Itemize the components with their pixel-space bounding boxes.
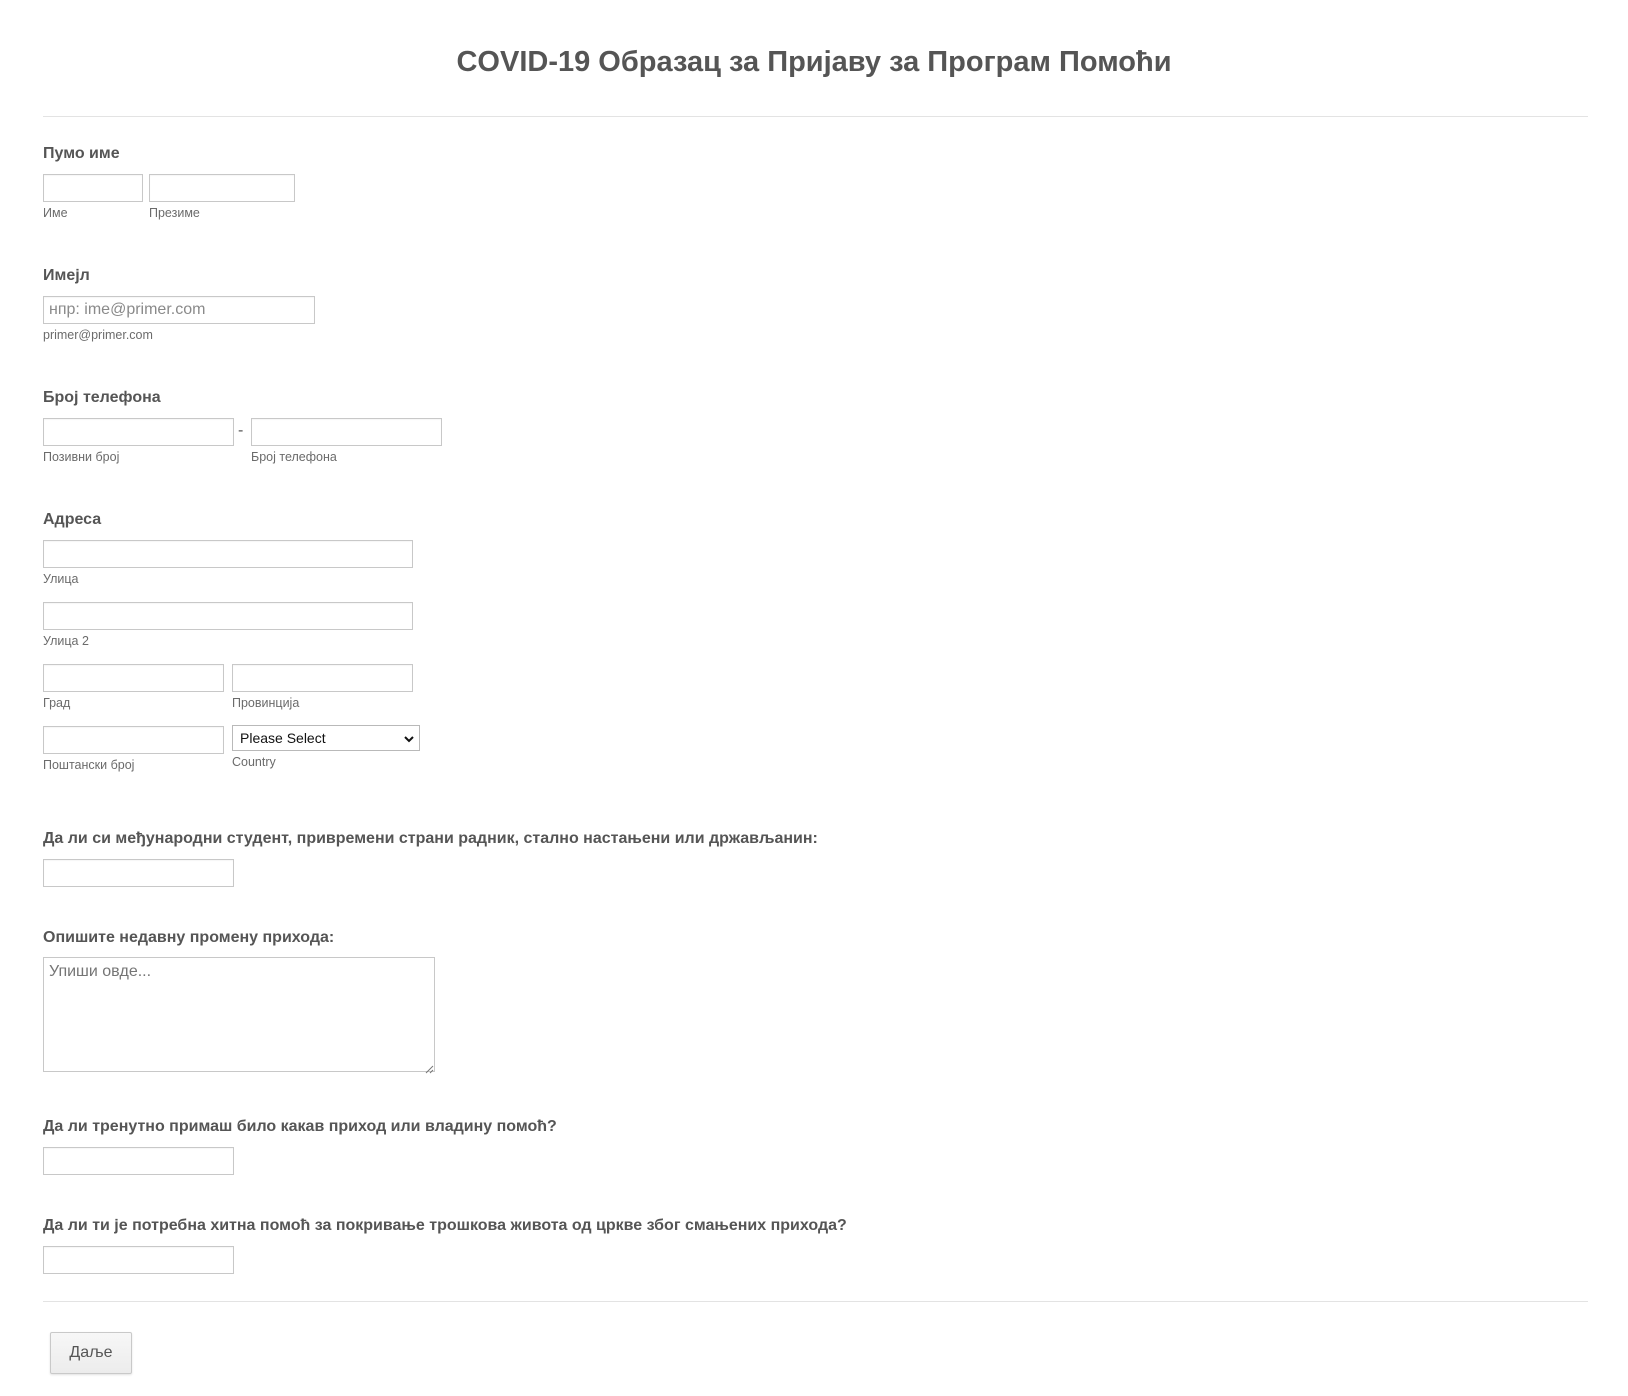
resize-handle-icon[interactable] bbox=[424, 1061, 434, 1071]
province-sublabel: Провинција bbox=[232, 696, 300, 710]
street-input[interactable] bbox=[43, 540, 413, 568]
last-name-sublabel: Презиме bbox=[149, 206, 200, 220]
last-name-input[interactable] bbox=[149, 174, 295, 202]
street-sublabel: Улица bbox=[43, 572, 79, 586]
header-divider bbox=[43, 116, 1588, 117]
residency-status-input[interactable] bbox=[43, 859, 234, 887]
city-input[interactable] bbox=[43, 664, 224, 692]
first-name-input[interactable] bbox=[43, 174, 143, 202]
emergency-help-label: Да ли ти је потребна хитна помоћ за покривање трошкова живота од цркве због смањених прихода? bbox=[43, 1217, 847, 1234]
phone-separator: - bbox=[238, 422, 244, 439]
phone-number-sublabel: Број телефона bbox=[251, 450, 337, 464]
income-change-label: Опишите недавну промену прихода: bbox=[43, 929, 335, 946]
full-name-label: Пумо име bbox=[43, 145, 120, 162]
country-select[interactable] bbox=[232, 725, 420, 751]
street2-sublabel: Улица 2 bbox=[43, 634, 89, 648]
footer-divider bbox=[43, 1301, 1588, 1302]
street2-input[interactable] bbox=[43, 602, 413, 630]
gov-aid-input[interactable] bbox=[43, 1147, 234, 1175]
email-sublabel: primer@primer.com bbox=[43, 328, 153, 342]
phone-label: Број телефона bbox=[43, 389, 161, 406]
province-input[interactable] bbox=[232, 664, 413, 692]
income-change-textarea[interactable] bbox=[43, 957, 435, 1072]
phone-number-input[interactable] bbox=[251, 418, 442, 446]
residency-status-label: Да ли си међународни студент, привремени страни радник, стално настањени или држављанин: bbox=[43, 830, 818, 847]
email-input[interactable] bbox=[43, 296, 315, 324]
gov-aid-label: Да ли тренутно примаш било какав приход или владину помоћ? bbox=[43, 1118, 557, 1135]
area-code-input[interactable] bbox=[43, 418, 234, 446]
country-sublabel: Country bbox=[232, 755, 276, 769]
chevron-down-icon bbox=[403, 726, 415, 750]
form-title: COVID-19 Образац за Пријаву за Програм Помоћи bbox=[456, 46, 1172, 78]
emergency-help-input[interactable] bbox=[43, 1246, 234, 1274]
next-button[interactable]: Даље bbox=[50, 1332, 132, 1374]
postal-code-input[interactable] bbox=[43, 726, 224, 754]
city-sublabel: Град bbox=[43, 696, 71, 710]
postal-code-sublabel: Поштански број bbox=[43, 758, 135, 772]
email-label: Имејл bbox=[43, 267, 90, 284]
area-code-sublabel: Позивни број bbox=[43, 450, 120, 464]
address-label: Адреса bbox=[43, 511, 102, 528]
country-select-value: Please Select bbox=[240, 730, 326, 746]
first-name-sublabel: Име bbox=[43, 206, 68, 220]
